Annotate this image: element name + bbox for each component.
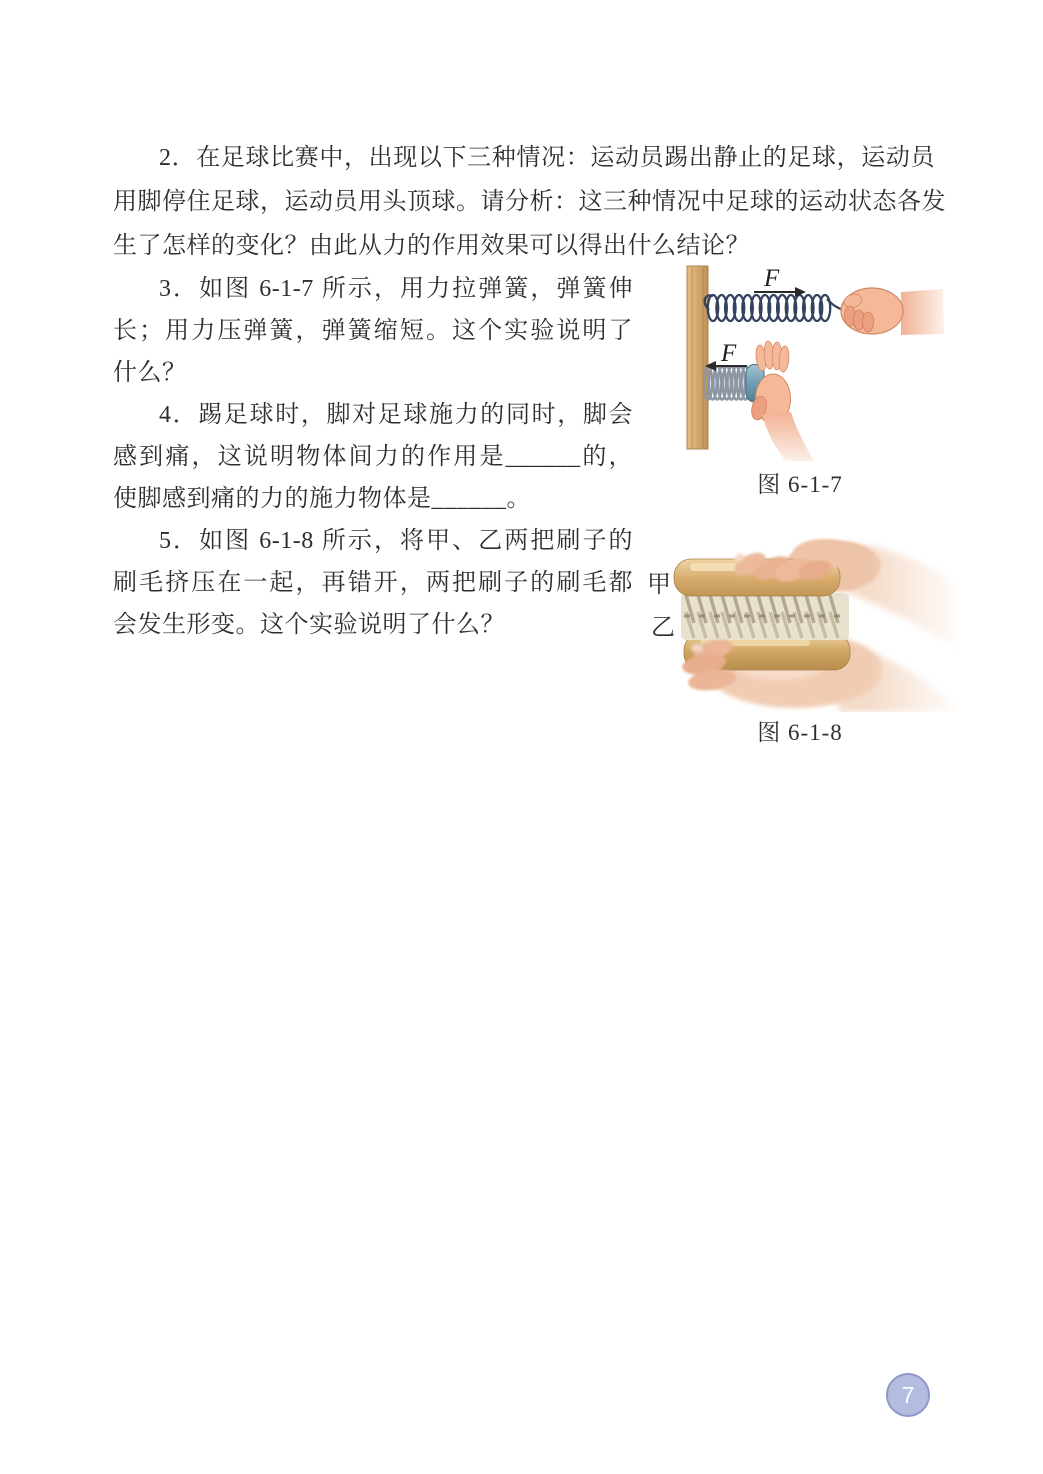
text-line: 长；用力压弹簧，弹簧缩短。这个实验说明了 <box>113 318 633 344</box>
stretched-spring <box>705 295 847 321</box>
brush-label-bottom: 乙 <box>651 615 675 641</box>
pulling-hand <box>841 288 944 335</box>
text-line: 2．在足球比赛中，出现以下三种情况：运动员踢出静止的足球，运动员 <box>159 145 935 171</box>
question-2 <box>113 136 946 268</box>
text-line: 什么？ <box>113 360 187 386</box>
page-number-badge <box>886 1373 930 1417</box>
brush-label-top: 甲 <box>647 572 671 598</box>
photo-edge-fade <box>870 528 960 712</box>
figure-6-1-7-spring-illustration <box>676 256 950 464</box>
questions-column <box>113 268 633 646</box>
force-arrow-left <box>705 340 747 371</box>
text-line: 感到痛，这说明物体间力的作用是______的， <box>113 444 633 470</box>
force-label-push: F <box>721 340 737 367</box>
force-arrow-right <box>754 265 806 297</box>
compressed-spring <box>704 367 750 400</box>
text-line: 使脚感到痛的力的施力物体是______。 <box>113 486 531 512</box>
text-line: 4．踢足球时，脚对足球施力的同时，脚会 <box>159 402 633 428</box>
text-line: 会发生形变。这个实验说明了什么？ <box>113 612 505 638</box>
figure-caption-6-1-7: 图 6-1-7 <box>757 472 843 497</box>
interlocked-bristles <box>681 593 849 640</box>
figure-caption-6-1-8: 图 6-1-8 <box>757 720 843 745</box>
force-label-pull: F <box>764 265 780 292</box>
figure-6-1-8-brushes-photo <box>630 528 960 712</box>
pushing-hand <box>749 341 814 461</box>
text-line: 5．如图 6-1-8 所示，将甲、乙两把刷子的 <box>159 528 633 554</box>
text-line: 刷毛挤压在一起，再错开，两把刷子的刷毛都 <box>113 570 633 596</box>
page-number: 7 <box>901 1381 915 1408</box>
text-line: 生了怎样的变化？由此从力的作用效果可以得出什么结论？ <box>113 233 750 259</box>
text-line: 3．如图 6-1-7 所示，用力拉弹簧，弹簧伸 <box>159 276 633 302</box>
text-line: 用脚停住足球，运动员用头顶球。请分析：这三种情况中足球的运动状态各发 <box>113 189 946 215</box>
wood-board <box>687 266 708 449</box>
